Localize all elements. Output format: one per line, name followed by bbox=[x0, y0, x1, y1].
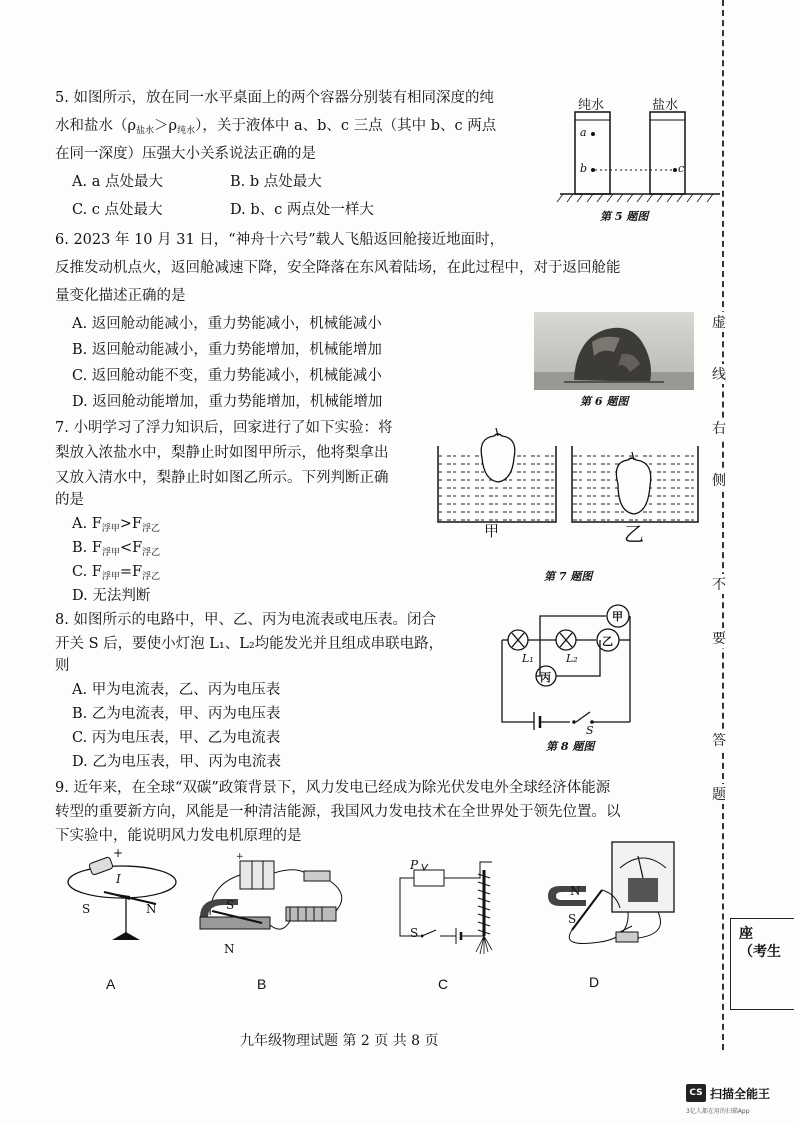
fig-a-s: S bbox=[82, 902, 91, 916]
seat-label: 座 bbox=[739, 926, 753, 942]
pear-yi bbox=[616, 458, 650, 514]
fig-a-n: N bbox=[146, 902, 157, 916]
q7-stem-line2: 梨放入浓盐水中，梨静止时如图甲所示，他将梨拿出 bbox=[55, 445, 389, 461]
page-footer: 九年级物理试题 第 2 页 共 8 页 bbox=[240, 1033, 439, 1049]
pure-water-container bbox=[575, 112, 610, 194]
side-char-4: 侧 bbox=[709, 470, 729, 490]
scanner-watermark bbox=[686, 1080, 786, 1120]
fig-d-n: N bbox=[570, 884, 581, 898]
q7-label-jia: 甲 bbox=[484, 522, 500, 540]
side-char-6: 要 bbox=[709, 628, 729, 648]
q9-figure-a bbox=[64, 848, 189, 948]
q9-stem-line2: 转型的重要新方向，风能是一种清洁能源，我国风力发电技术在全世界处于领先位置。以 bbox=[55, 804, 621, 820]
q7-caption: 第 7 题图 bbox=[544, 570, 593, 583]
fig-b-s: S bbox=[226, 898, 235, 912]
q5-option-a: A. a 点处最大 bbox=[72, 174, 163, 190]
q7-option-a: A. $F_{浮甲}>F_{浮乙}$ bbox=[72, 516, 161, 534]
q8-stem-line2: 开关 S 后，要使小灯泡 L₁、L₂均能发光并且组成串联电路， bbox=[55, 636, 444, 652]
q9-stem-line3: 下实验中，能说明风力发电机原理的是 bbox=[55, 828, 302, 844]
salt-water-container bbox=[650, 112, 685, 194]
side-char-5: 不 bbox=[709, 574, 729, 594]
fig-c-s: S bbox=[410, 926, 419, 940]
fig-a-current: I bbox=[116, 872, 121, 886]
q5-point-a-label: a bbox=[580, 126, 587, 139]
q5-option-c: C. c 点处最大 bbox=[72, 202, 163, 218]
q6-stem-line1: 6. 2023 年 10 月 31 日，“神舟十六号”载人飞船返回舱接近地面时， bbox=[55, 232, 505, 248]
meter-yi: 乙 bbox=[602, 635, 613, 648]
lamp-l2-label: L₂ bbox=[566, 652, 578, 665]
q6-option-c: C. 返回舱动能不变，重力势能减小，机械能减小 bbox=[72, 368, 382, 384]
fig-b-n: N bbox=[224, 942, 235, 956]
point-a bbox=[591, 132, 595, 136]
q5-option-d: D. b、c 两点处一样大 bbox=[230, 202, 374, 218]
q8-stem-line1: 8. 如图所示的电路中，甲、乙、丙为电流表或电压表。闭合 bbox=[55, 612, 436, 628]
q5-stem-line1: 5. 如图所示，放在同一水平桌面上的两个容器分别装有相同深度的纯 bbox=[55, 90, 494, 106]
q9-option-d-label: D bbox=[589, 974, 600, 990]
q5-stem-line3: 在同一深度）压强大小关系说法正确的是 bbox=[55, 146, 316, 162]
q7-option-b: B. $F_{浮甲}<F_{浮乙}$ bbox=[72, 540, 161, 558]
pear-jia bbox=[481, 434, 515, 482]
q5-label-salt: 盐水 bbox=[652, 98, 679, 113]
q9-figure-d bbox=[540, 838, 680, 968]
q9-option-a-label: A bbox=[106, 976, 116, 992]
q9-option-b-label: B bbox=[257, 976, 267, 992]
q9-figure-b bbox=[190, 855, 360, 955]
q9-figure-c bbox=[384, 856, 504, 956]
seat-number-box bbox=[730, 918, 794, 1010]
q9-stem-line1: 9. 近年来，在全球“双碳”政策背景下，风力发电已经成为除光伏发电外全球经济体能源 bbox=[55, 780, 611, 796]
point-b bbox=[591, 168, 595, 172]
lamp-l1-label: L₁ bbox=[522, 652, 534, 665]
q7-stem-line4: 的是 bbox=[55, 492, 84, 508]
q7-figure bbox=[432, 428, 704, 528]
q8-option-a: A. 甲为电流表，乙、丙为电压表 bbox=[72, 682, 281, 698]
q7-stem-line3: 又放入清水中，梨静止时如图乙所示。下列判断正确 bbox=[55, 470, 389, 486]
q5-stem-line2: 水和盐水$(\rho_{盐水}>\rho_{纯水})$，关于液体中 a、b、c 三点（其中 b、c 两点 bbox=[55, 118, 497, 136]
fig-c-p: P bbox=[410, 858, 419, 872]
q5-label-pure: 纯水 bbox=[578, 98, 605, 113]
q7-stem-line1: 7. 小明学习了浮力知识后，回家进行了如下实验：将 bbox=[55, 420, 393, 436]
fig-b-plus: + bbox=[236, 852, 244, 862]
meter-bing: 丙 bbox=[540, 671, 551, 684]
q8-option-d: D. 乙为电压表，甲、丙为电流表 bbox=[72, 754, 281, 770]
point-c bbox=[673, 168, 677, 172]
q5-caption: 第 5 题图 bbox=[600, 210, 649, 223]
side-char-7: 答 bbox=[709, 730, 729, 750]
brand-name: 扫描全能王 bbox=[710, 1087, 771, 1101]
switch-label: S bbox=[586, 724, 594, 737]
q7-option-d: D. 无法判断 bbox=[72, 588, 151, 604]
side-char-8: 题 bbox=[709, 784, 729, 804]
q9-option-c-label: C bbox=[438, 976, 449, 992]
side-char-2: 线 bbox=[709, 364, 729, 384]
q8-option-b: B. 乙为电流表，甲、丙为电压表 bbox=[72, 706, 281, 722]
q5-point-c-label: c bbox=[678, 162, 685, 175]
brand-tagline: 3亿人都在用的扫描App bbox=[686, 1108, 750, 1115]
q5-option-b: B. b 点处最大 bbox=[230, 174, 322, 190]
cs-logo-icon: CS bbox=[686, 1084, 706, 1102]
q7-option-c: C. $F_{浮甲}=F_{浮乙}$ bbox=[72, 564, 161, 582]
side-char-1: 虚 bbox=[709, 312, 729, 332]
q6-stem-line3: 量变化描述正确的是 bbox=[55, 288, 186, 304]
q5-point-b-label: b bbox=[580, 162, 588, 175]
q6-option-d: D. 返回舱动能增加，重力势能增加，机械能增加 bbox=[72, 394, 383, 410]
fig-d-s: S bbox=[568, 912, 577, 926]
q8-option-c: C. 丙为电压表，甲、乙为电流表 bbox=[72, 730, 281, 746]
fig-a-plus: + bbox=[113, 846, 124, 860]
q6-option-a: A. 返回舱动能减小，重力势能减小，机械能减小 bbox=[72, 316, 382, 332]
q6-stem-line2: 反推发动机点火，返回舱减速下降，安全降落在东风着陆场，在此过程中，对于返回舱能 bbox=[55, 260, 621, 276]
q8-caption: 第 8 题图 bbox=[546, 740, 595, 753]
q6-option-b: B. 返回舱动能减小，重力势能增加，机械能增加 bbox=[72, 342, 382, 358]
q7-label-yi: 乙 bbox=[624, 522, 644, 546]
side-char-3: 右 bbox=[709, 418, 729, 438]
seat-label-sub: （考生 bbox=[739, 944, 781, 960]
meter-jia: 甲 bbox=[612, 610, 623, 623]
q6-caption: 第 6 题图 bbox=[580, 395, 629, 408]
q8-stem-line3: 则 bbox=[55, 658, 70, 674]
q6-capsule-photo bbox=[534, 312, 694, 390]
